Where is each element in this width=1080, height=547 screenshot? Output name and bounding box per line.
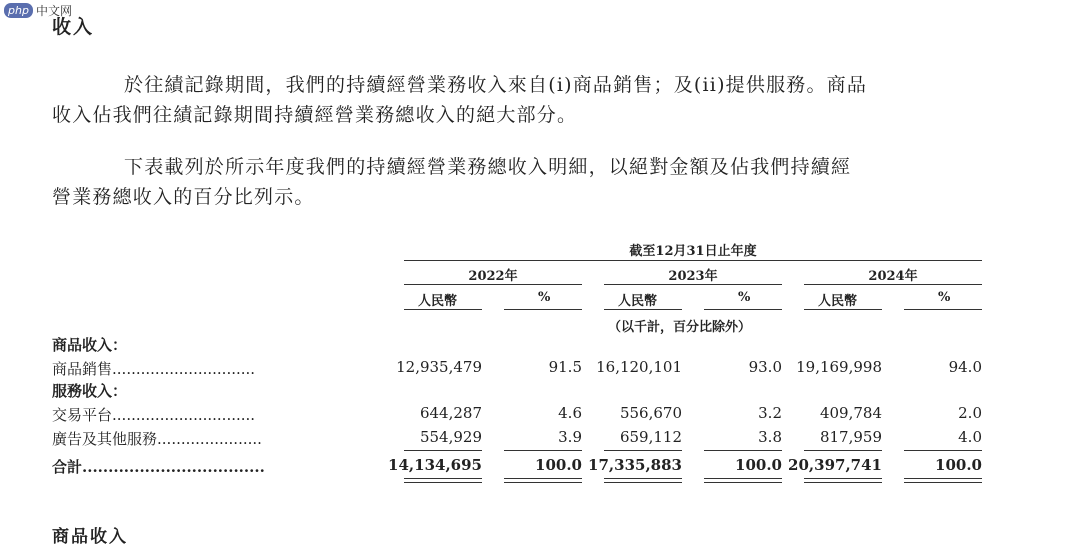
col-rule: [704, 309, 782, 310]
goods-revenue-heading: 商品收入：: [52, 336, 128, 354]
year-rule: [404, 284, 582, 285]
col-pct-2023: %: [738, 290, 751, 305]
cell: 554,929: [419, 428, 482, 446]
cell: 409,784: [819, 404, 882, 422]
services-revenue-heading: 服務收入：: [52, 382, 128, 400]
row-label-total: 合計...................................: [52, 458, 265, 476]
cell: 91.5: [548, 358, 582, 376]
col-rule: [804, 309, 882, 310]
cell: 2.0: [958, 404, 982, 422]
paragraph-line: 收入佔我們往績記錄期間持續經營業務總收入的絕大部分。: [52, 104, 578, 126]
total-double-rule: [604, 478, 682, 483]
cell: 19,169,998: [796, 358, 882, 376]
cell: 3.2: [758, 404, 782, 422]
row-label-ads: 廣告及其他服務......................: [52, 430, 262, 448]
subtotal-rule: [904, 450, 982, 451]
php-badge: php: [4, 3, 33, 18]
year-2022: 2022年: [468, 269, 518, 284]
cell: 17,335,883: [588, 456, 682, 474]
cell: 93.0: [748, 358, 782, 376]
subtotal-rule: [504, 450, 582, 451]
cell: 12,935,479: [396, 358, 482, 376]
total-double-rule: [404, 478, 482, 483]
paragraph-line: 於往績記錄期間，我們的持續經營業務收入來自(i)商品銷售；及(ii)提供服務。商品: [124, 74, 868, 96]
cell: 14,134,695: [388, 456, 482, 474]
col-pct-2024: %: [938, 290, 951, 305]
cell: 3.9: [558, 428, 582, 446]
col-rule: [904, 309, 982, 310]
cell: 644,287: [419, 404, 482, 422]
total-double-rule: [804, 478, 882, 483]
cell: 817,959: [819, 428, 882, 446]
period-header: 截至12月31日止年度: [629, 244, 757, 259]
total-double-rule: [504, 478, 582, 483]
subtotal-rule: [704, 450, 782, 451]
paragraph-table-intro: [52, 152, 1002, 212]
year-2024: 2024年: [868, 269, 918, 284]
unit-note: （以千計，百分比除外）: [608, 320, 752, 335]
watermark-text: 中文网: [35, 4, 72, 18]
cell: 94.0: [948, 358, 982, 376]
paragraph-line: 下表載列於所示年度我們的持續經營業務總收入明細，以絕對金額及佔我們持續經: [124, 156, 852, 178]
cell: 659,112: [619, 428, 682, 446]
cell: 100.0: [735, 456, 782, 474]
cell: 4.6: [558, 404, 582, 422]
col-rule: [604, 309, 682, 310]
col-pct-2022: %: [538, 290, 551, 305]
next-section-heading: 商品收入: [52, 527, 128, 547]
col-rmb-2023: 人民幣: [618, 294, 658, 309]
col-rule: [404, 309, 482, 310]
total-double-rule: [904, 478, 982, 483]
total-double-rule: [704, 478, 782, 483]
year-2023: 2023年: [668, 269, 718, 284]
row-label-goods-sales: 商品銷售..............................: [52, 360, 256, 378]
paragraph-line: 營業務總收入的百分比列示。: [52, 186, 315, 208]
cell: 556,670: [619, 404, 682, 422]
subtotal-rule: [804, 450, 882, 451]
cell: 16,120,101: [596, 358, 682, 376]
cell: 4.0: [958, 428, 982, 446]
year-rule: [604, 284, 782, 285]
col-rmb-2024: 人民幣: [818, 294, 858, 309]
subtotal-rule: [404, 450, 482, 451]
cell: 100.0: [935, 456, 982, 474]
header-rule: [404, 260, 982, 261]
subtotal-rule: [604, 450, 682, 451]
section-title: 收入: [52, 16, 95, 38]
row-label-trading: 交易平台..............................: [52, 406, 256, 424]
paragraph-revenue-sources: [52, 70, 1002, 130]
cell: 3.8: [758, 428, 782, 446]
cell: 20,397,741: [788, 456, 882, 474]
year-rule: [804, 284, 982, 285]
cell: 100.0: [535, 456, 582, 474]
col-rule: [504, 309, 582, 310]
col-rmb-2022: 人民幣: [418, 294, 458, 309]
